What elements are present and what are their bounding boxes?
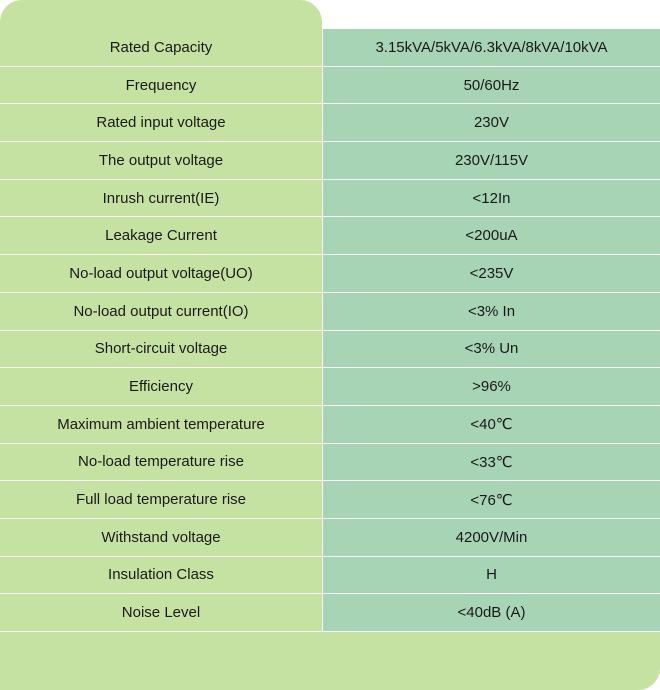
table-row (0, 444, 660, 482)
row-value: <200uA (322, 217, 660, 255)
row-value: <3% Un (322, 331, 660, 369)
table-row (0, 368, 660, 406)
table-row (0, 180, 660, 218)
table-row (0, 519, 660, 557)
row-value: 3.15kVA/5kVA/6.3kVA/8kVA/10kVA (322, 29, 660, 67)
row-label: No-load output voltage(UO) (0, 255, 322, 293)
row-label: No-load temperature rise (0, 444, 322, 482)
row-label: Rated Capacity (0, 29, 322, 67)
row-value: <40℃ (322, 406, 660, 444)
row-label: Maximum ambient temperature (0, 406, 322, 444)
table-row (0, 406, 660, 444)
row-label: Frequency (0, 67, 322, 105)
row-label: No-load output current(IO) (0, 293, 322, 331)
table-row (0, 594, 660, 632)
row-value: 4200V/Min (322, 519, 660, 557)
table-row (0, 104, 660, 142)
table-row (0, 29, 660, 67)
spec-table (0, 29, 660, 632)
table-row (0, 331, 660, 369)
row-value: 50/60Hz (322, 67, 660, 105)
table-row (0, 217, 660, 255)
row-label: Short-circuit voltage (0, 331, 322, 369)
row-value: <76℃ (322, 481, 660, 519)
row-value: H (322, 557, 660, 595)
row-value: <3% In (322, 293, 660, 331)
row-value: 230V/115V (322, 142, 660, 180)
table-row (0, 142, 660, 180)
table-row (0, 67, 660, 105)
table-row (0, 557, 660, 595)
row-value: <12In (322, 180, 660, 218)
row-label: Insulation Class (0, 557, 322, 595)
card-bottom-band (322, 653, 660, 690)
row-label: Noise Level (0, 594, 322, 632)
row-value: 230V (322, 104, 660, 142)
row-label: Inrush current(IE) (0, 180, 322, 218)
row-label: Full load temperature rise (0, 481, 322, 519)
table-row (0, 255, 660, 293)
row-label: Rated input voltage (0, 104, 322, 142)
table-row (0, 481, 660, 519)
row-label: Efficiency (0, 368, 322, 406)
table-row (0, 293, 660, 331)
row-label: Leakage Current (0, 217, 322, 255)
row-label: Withstand voltage (0, 519, 322, 557)
row-value: <33℃ (322, 444, 660, 482)
row-value: >96% (322, 368, 660, 406)
row-value: <235V (322, 255, 660, 293)
row-value: <40dB (A) (322, 594, 660, 632)
row-label: The output voltage (0, 142, 322, 180)
